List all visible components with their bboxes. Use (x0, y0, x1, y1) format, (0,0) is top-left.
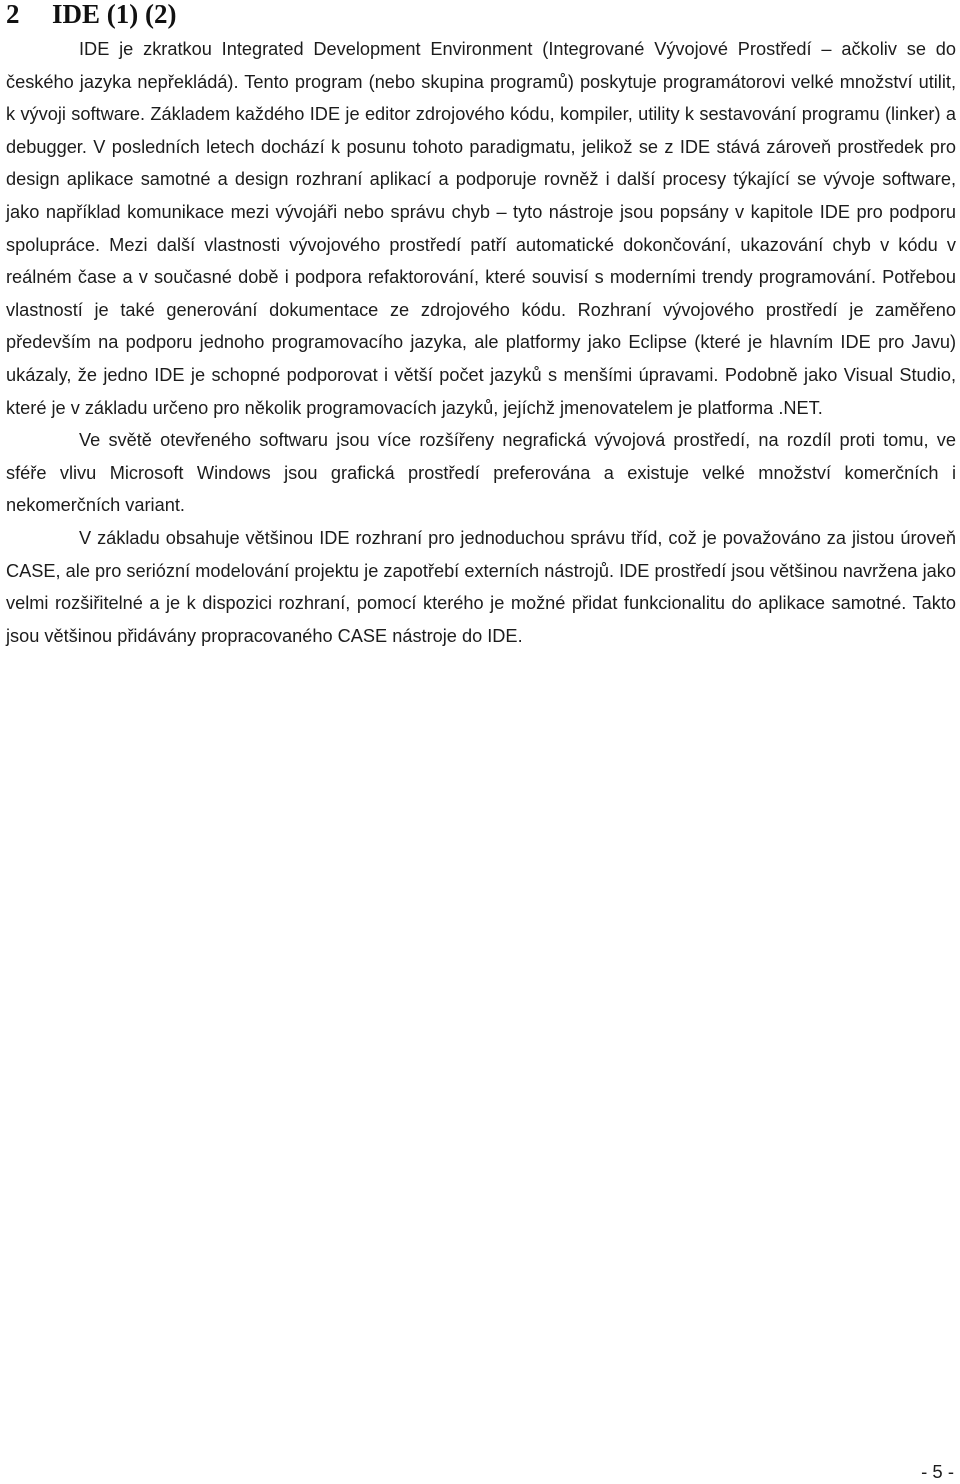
section-heading (6, 0, 176, 30)
section-title: IDE (1) (2) (52, 0, 177, 29)
paragraph: V základu obsahuje většinou IDE rozhraní pro jednoduchou správu tříd, což je považováno za jistou úroveň CASE, ale pro seriózní modelování projektu je zapotřebí externích nástrojů. IDE prostředí jsou většinou navržena jako velmi rozšiřitelné a je k dispozici rozhraní, pomocí kterého je možné přidat funkcionalitu do aplikace samotné. Takto jsou většinou přidávány propracovaného CASE nástroje do IDE. (6, 527, 956, 646)
paragraph: Ve světě otevřeného softwaru jsou více rozšířeny negrafická vývojová prostředí, na rozdíl proti tomu, ve sféře vlivu Microsoft Windows jsou grafická prostředí preferována a existuje velké množství komerčních i nekomerčních variant. (6, 430, 956, 516)
body-text (6, 33, 956, 652)
page-number: - 5 - (921, 1461, 954, 1482)
section-number: 2 (6, 0, 20, 29)
paragraph: IDE je zkratkou Integrated Development Environment (Integrované Vývojové Prostředí – ačkoliv se do českého jazyka nepřekládá). Tento program (nebo skupina programů) poskytuje programátorovi velké množství utilit, k vývoji software. Základem každého IDE je editor zdrojového kódu, kompiler, utility k sestavování programu (linker) a debugger. V posledních letech dochází k posunu tohoto paradigmatu, jelikož se z IDE stává zároveň prostředek pro design aplikace samotné a design rozhraní aplikací a podporuje rovněž i další procesy týkající se vývoje software, jako například komunikace mezi vývojáři nebo správu chyb – tyto nástroje jsou popsány v kapitole IDE pro podporu spolupráce. Mezi další vlastnosti vývojového prostředí patří automatické dokončování, ukazování chyb v kódu v reálném čase a v současné době i podpora refaktorování, které souvisí s moderními trendy programování. Potřebou vlastností je také generování dokumentace ze zdrojového kódu. Rozhraní vývojového prostředí je zaměřeno především na podporu jednoho programovacího jazyka, ale platformy jako Eclipse (které je hlavním IDE pro Javu) ukázaly, že jedno IDE je schopné podporovat i větší počet jazyků s menšími úpravami. Podobně jako Visual Studio, které je v základu určeno pro několik programovacích jazyků, jejíchž jmenovatelem je platforma .NET. (6, 39, 956, 418)
